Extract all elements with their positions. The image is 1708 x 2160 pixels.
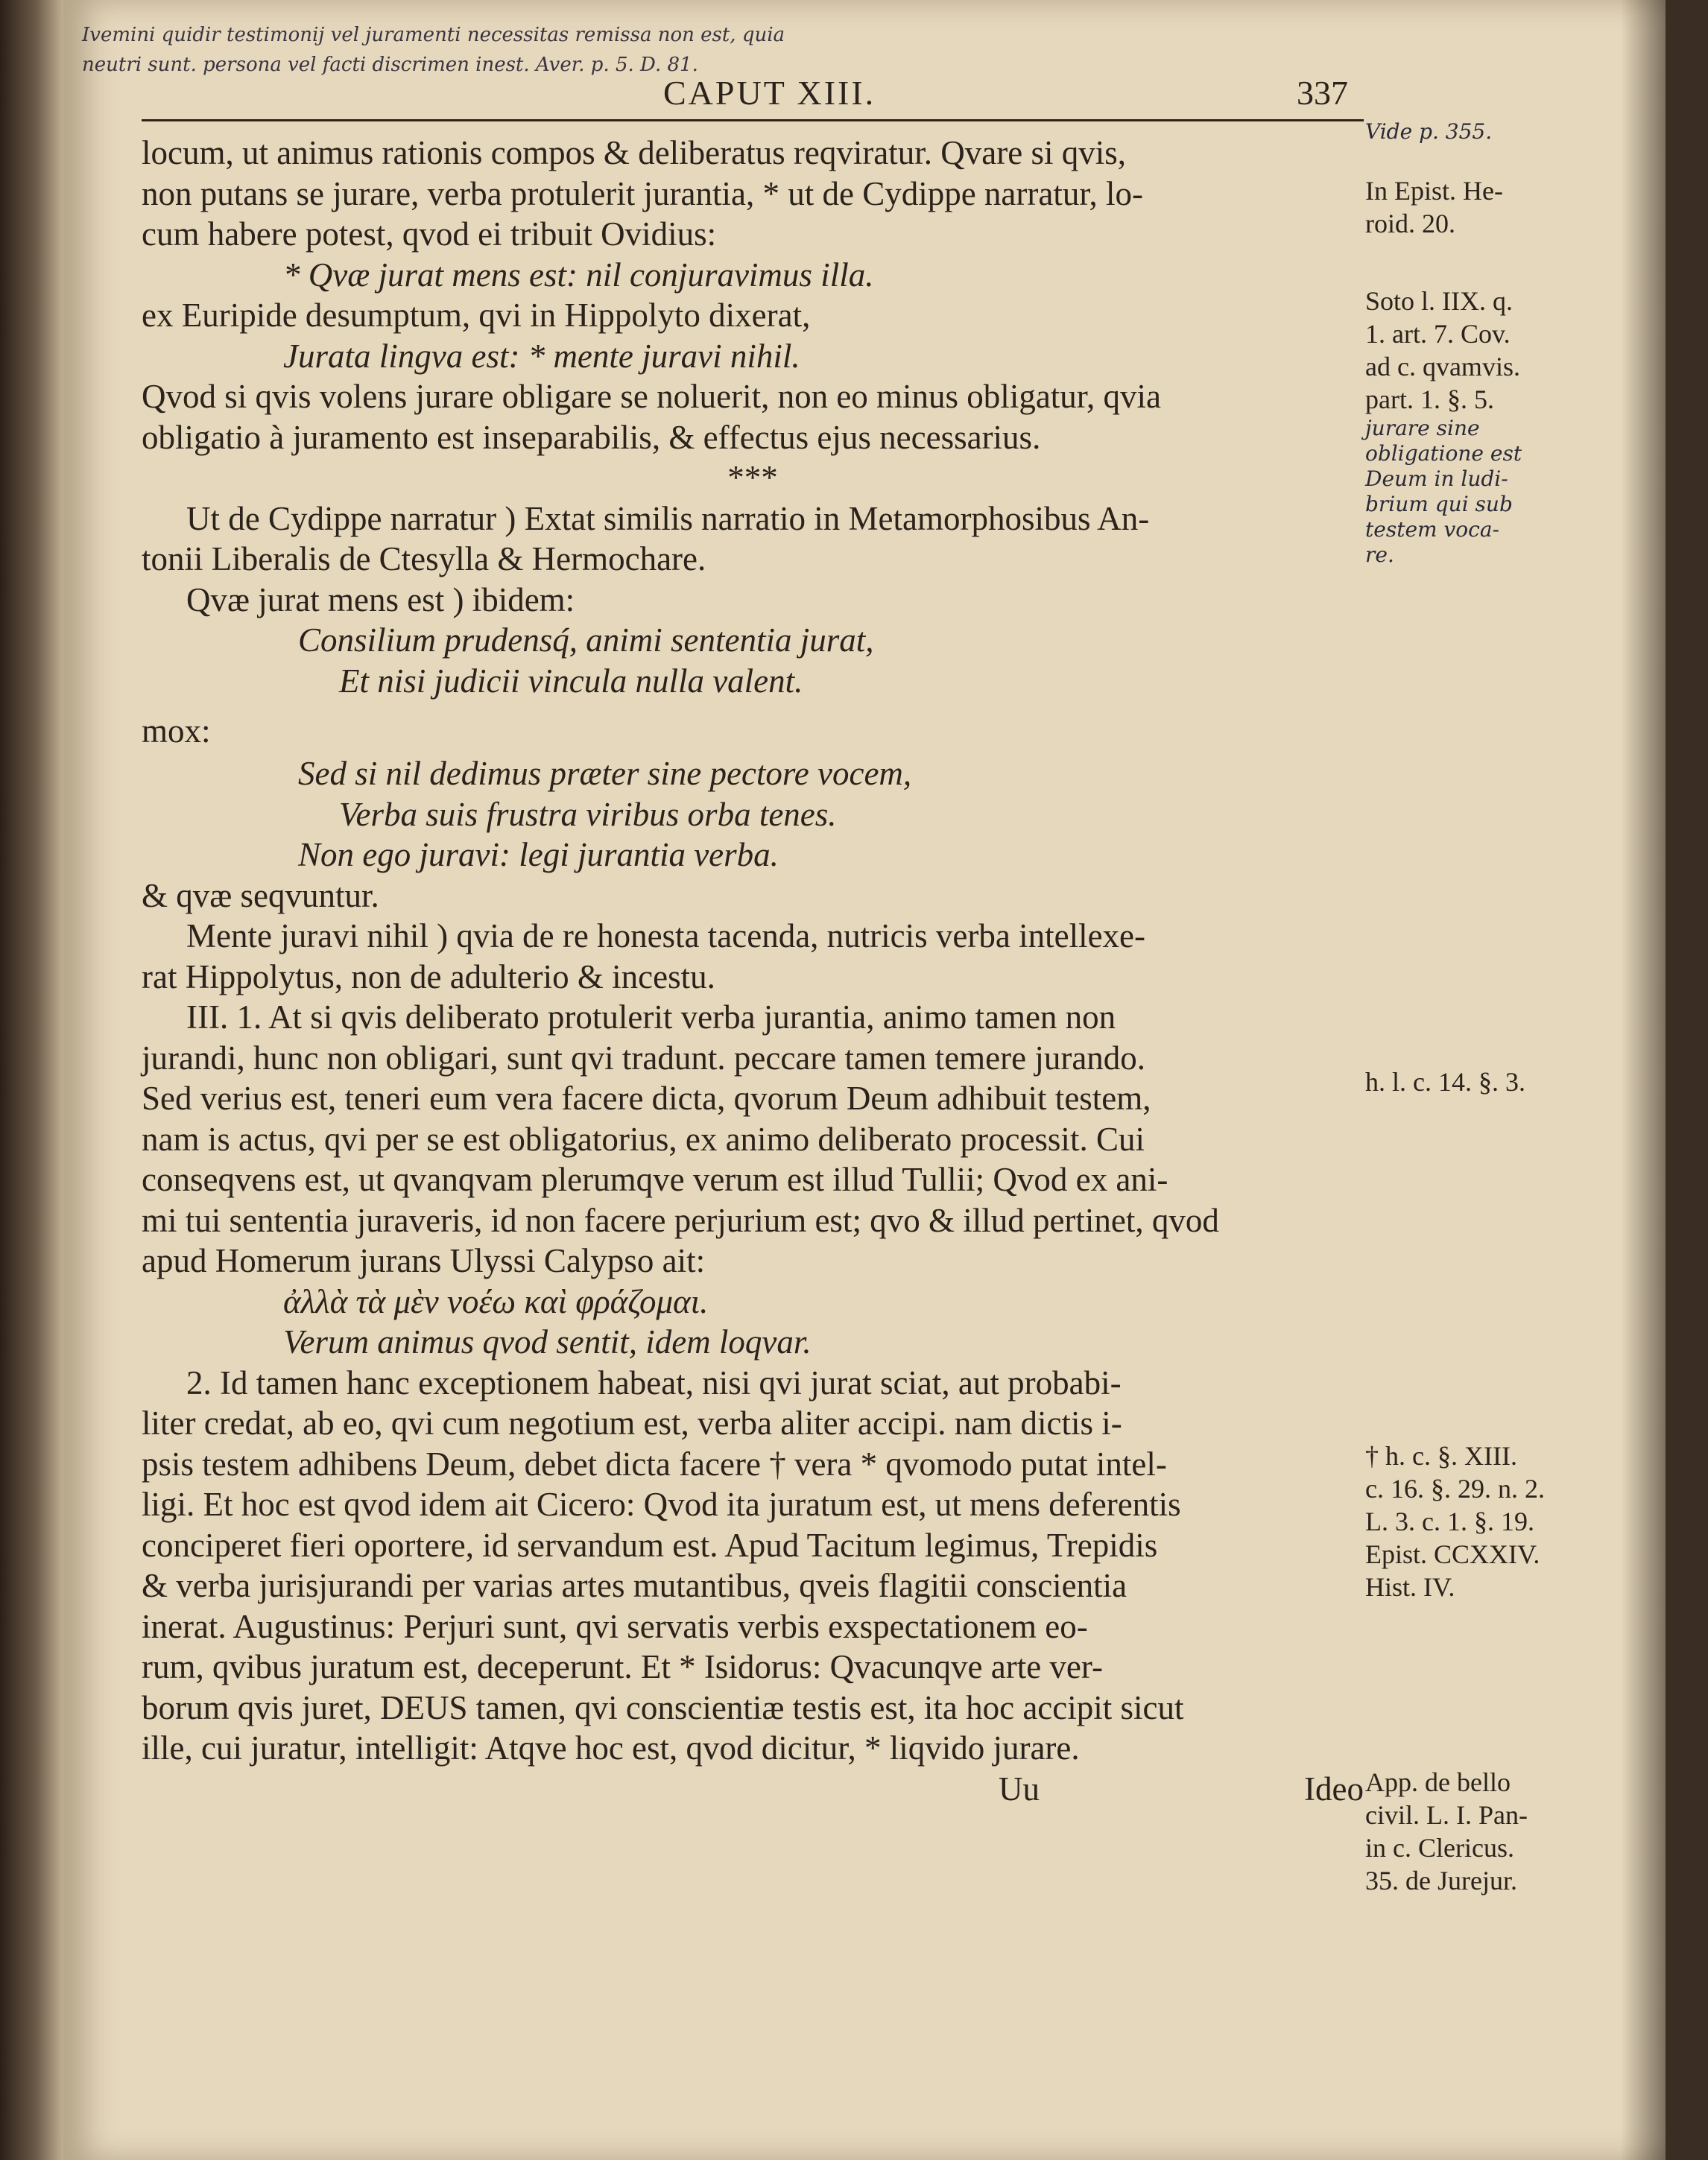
text-line: ligi. Et hoc est qvod idem ait Cicero: Qvod ita juratum est, ut mens deferentis [142, 1486, 1181, 1523]
handwritten-margin-note: testem voca- [1365, 517, 1499, 542]
note-line: Mente juravi nihil ) qvia de re honesta tacenda, nutricis verba intellexe- [186, 917, 1146, 954]
page-footer [142, 1769, 1364, 1810]
verse-line: Et nisi judicii vincula nulla valent. [339, 662, 803, 700]
margin-note: c. 16. §. 29. n. 2. [1365, 1474, 1545, 1504]
catchword: Ideo [1304, 1770, 1364, 1808]
margin-note: L. 3. c. 1. §. 19. [1365, 1507, 1534, 1536]
margin-note: in c. Clericus. [1365, 1833, 1514, 1863]
margin-note: h. l. c. 14. §. 3. [1365, 1067, 1525, 1097]
text-line: mi tui sententia juraveris, id non facere perjurium est; qvo & illud pertinet, qvod [142, 1201, 1219, 1239]
text-line: obligatio à juramento est inseparabilis, & effectus ejus necessarius. [142, 418, 1041, 456]
margin-note: 35. de Jurejur. [1365, 1866, 1517, 1895]
text-line: borum qvis juret, DEUS tamen, qvi conscientiæ testis est, ita hoc accipit sicut [142, 1688, 1184, 1726]
text-line: ille, cui juratur, intelligit: Atqve hoc est, qvod dicitur, * liqvido jurare. [142, 1729, 1080, 1767]
handwritten-note-line-1: Ivemini quidir testimonij vel juramenti necessitas remissa non est, quia [82, 24, 785, 46]
signature-mark: Uu [999, 1770, 1040, 1808]
text-line: & verba jurisjurandi per varias artes mutantibus, qveis flagitii conscientia [142, 1567, 1127, 1604]
text-line: psis testem adhibens Deum, debet dicta facere † vera * qvomodo putat intel- [142, 1445, 1167, 1483]
greek-quote: ἀλλὰ τὰ μὲν νοέω καὶ φράζομαι. [283, 1282, 709, 1320]
text-line: non putans se jurare, verba protulerit jurantia, * ut de Cydippe narratur, lo- [142, 174, 1144, 212]
margin-note: roid. 20. [1365, 209, 1455, 238]
margin-notes-lower [1365, 1440, 1611, 1603]
text-line: apud Homerum jurans Ulyssi Calypso ait: [142, 1242, 706, 1279]
verse-line: Non ego juravi: legi jurantia verba. [298, 836, 779, 873]
header-rule [142, 119, 1364, 121]
margin-notes-top [1365, 119, 1611, 568]
note-line: Ut de Cydippe narratur ) Extat similis narratio in Metamorphosibus An- [186, 499, 1150, 537]
margin-note: part. 1. §. 5. [1365, 384, 1494, 414]
verse-line: Consilium prudensq́, animi sententia jurat, [298, 621, 874, 659]
margin-note: Epist. CCXXIV. [1365, 1539, 1540, 1569]
text-line: rum, qvibus juratum est, deceperunt. Et * Isidorus: Qvacunqve arte ver- [142, 1648, 1103, 1685]
handwritten-note-line-2: neutri sunt. persona vel facti discrimen inest. Aver. p. 5. D. 81. [82, 54, 698, 76]
section-asterisks: *** [727, 459, 778, 496]
text-line: jurandi, hunc non obligari, sunt qvi tradunt. peccare tamen temere jurando. [142, 1039, 1146, 1077]
handwritten-margin-note: Vide p. 355. [1365, 119, 1493, 144]
text-line: III. 1. At si qvis deliberato protulerit verba jurantia, animo tamen non [186, 998, 1116, 1036]
handwritten-margin-note: brium qui sub [1365, 492, 1513, 516]
verse-line: Jurata lingva est: * mente juravi nihil. [283, 337, 800, 375]
verse-line: Sed si nil dedimus præter sine pectore vocem, [298, 755, 912, 792]
text-line: ex Euripide desumptum, qvi in Hippolyto dixerat, [142, 297, 811, 334]
handwritten-margin-note: re. [1365, 542, 1394, 567]
text-line: Qvod si qvis volens jurare obligare se noluerit, non eo minus obligatur, qvia [142, 378, 1161, 415]
text-line: & qvæ seqvuntur. [142, 876, 379, 914]
verse-line: Verba suis frustra viribus orba tenes. [339, 795, 837, 833]
page-edge-shadow [1621, 0, 1666, 2160]
text-line: locum, ut animus rationis compos & deliberatus reqviratur. Qvare si qvis, [142, 134, 1126, 171]
text-line: conseqvens est, ut qvanqvam plerumqve verum est illud Tullii; Qvod ex ani- [142, 1161, 1168, 1198]
margin-note: ad c. qvamvis. [1365, 352, 1520, 381]
text-line: 2. Id tamen hanc exceptionem habeat, nisi qvi jurat sciat, aut probabi- [186, 1364, 1122, 1402]
margin-note: App. de bello [1365, 1767, 1511, 1797]
margin-note: 1. art. 7. Cov. [1365, 319, 1511, 349]
main-text [142, 133, 1364, 1809]
running-head: CAPUT XIII. [663, 74, 876, 112]
handwritten-margin-note: Deum in ludi- [1365, 466, 1508, 491]
text-line: cum habere potest, qvod ei tribuit Ovidius: [142, 215, 717, 253]
margin-notes-bottom [1365, 1766, 1611, 1897]
margin-note: † h. c. §. XIII. [1365, 1441, 1517, 1471]
text-line: mox: [142, 712, 211, 750]
note-line: tonii Liberalis de Ctesylla & Hermochare. [142, 540, 706, 577]
note-line: rat Hippolytus, non de adulterio & incestu. [142, 957, 715, 995]
verse-line: Verum animus qvod sentit, idem loqvar. [283, 1323, 812, 1361]
text-line: nam is actus, qvi per se est obligatorius, ex animo deliberato processit. Cui [142, 1120, 1145, 1158]
text-line: liter credat, ab eo, qvi cum negotium est, verba aliter accipi. nam dictis i- [142, 1404, 1122, 1442]
text-line: conciperet fieri oportere, id servandum est. Apud Tacitum legimus, Trepidis [142, 1526, 1158, 1564]
handwritten-margin-note: obligatione est [1365, 441, 1522, 466]
page-number: 337 [1297, 74, 1348, 112]
margin-note: civil. L. I. Pan- [1365, 1800, 1528, 1830]
text-line: inerat. Augustinus: Perjuri sunt, qvi servatis verbis exspectationem eo- [142, 1607, 1088, 1645]
margin-note: Hist. IV. [1365, 1572, 1455, 1602]
margin-notes-middle [1365, 1065, 1611, 1098]
handwritten-margin-note: jurare sine [1365, 416, 1480, 440]
note-line: Qvæ jurat mens est ) ibidem: [186, 580, 575, 618]
margin-note: Soto l. IIX. q. [1365, 286, 1513, 316]
margin-note: In Epist. He- [1365, 176, 1503, 206]
text-line: Sed verius est, teneri eum vera facere dicta, qvorum Deum adhibuit testem, [142, 1080, 1151, 1117]
verse-line: * Qvæ jurat mens est: nil conjuravimus illa. [283, 256, 874, 294]
